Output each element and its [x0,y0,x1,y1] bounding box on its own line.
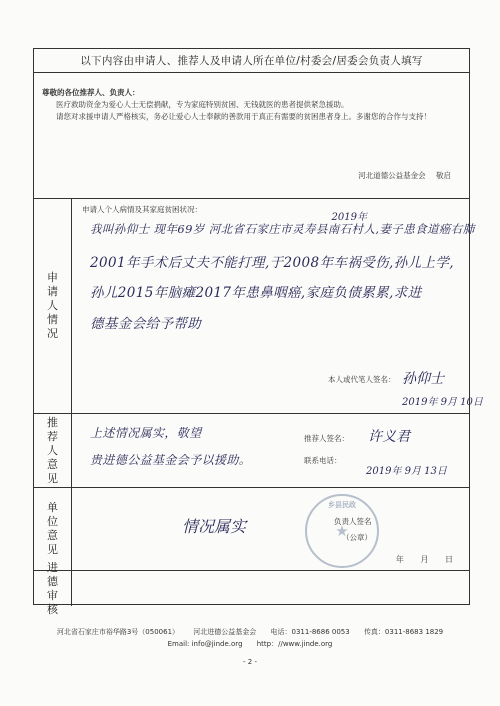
notice-greeting: 尊敬的各位推荐人、负责人： [42,88,140,97]
applicant-handwriting-line-2: 2001年手术后丈夫不能打理,于2008年车祸受伤,孙儿上学, [90,255,454,271]
seal-text: 乡县民政 [328,501,356,509]
notice-signature [350,170,451,181]
notice-sign-word: 敬启 [436,171,451,180]
unit-date-day: 日 [445,555,453,564]
page-number: - 2 - [243,658,257,666]
applicant-handwriting-year: 2019年 [331,212,367,223]
notice-line-2: 请您对求援申请人严格核实，务必让爱心人士奉献的善款用于真正有需要的贫困患者身上。多谢您的合作与支持！ [56,112,431,121]
applicant-signed-date: 2019年 9月 10日 [402,397,483,408]
recommender-handwriting-line-1: 上述情况属实，敬望 [90,426,202,440]
footer-line-1 [0,627,500,637]
footer-line-2 [0,639,500,649]
applicant-prompt: 申请人个人病情及其家庭贫困状况： [82,205,202,214]
recommender-content [80,414,463,487]
applicant-label: 申请人情况 [34,199,72,413]
recommender-handwriting-line-2: 贵进德公益基金会予以援助。 [90,453,252,467]
recommender-signer-label: 推荐人签名： [304,434,349,443]
applicant-content [80,199,483,413]
footer-fax: 传真：0311-8683 1829 [363,628,444,636]
review-content [80,571,463,606]
application-form [33,48,483,616]
unit-content [80,488,463,570]
form-header-row [34,49,469,73]
applicant-handwriting-line-4: 德基金会给予帮助 [90,316,202,332]
unit-seal-label: 负责人签名 [334,517,372,526]
notice-sign-org: 河北道德公益基金会 [358,171,426,180]
recommender-section [34,414,469,488]
unit-section [34,488,469,571]
seal-star-icon: ★ [335,522,349,540]
footer-phone: 电话：0311-8686 0053 [270,628,350,636]
recommender-label: 推荐人意见 [34,414,72,487]
official-seal [305,494,379,568]
applicant-section [34,199,483,414]
notice-text [42,87,461,123]
applicant-handwriting-line-1: 我叫孙仰士 现年69岁 河北省石家庄市灵寿县南石村人,妻子患食道癌右肺 [90,222,475,236]
notice-section [34,73,469,199]
recommender-signature: 许义君 [368,429,410,445]
recommender-phone-label: 联系电话： [304,456,342,465]
unit-label: 单位意见 [34,488,72,570]
unit-date-month: 月 [420,555,429,564]
unit-date-year: 年 [395,555,404,564]
notice-line-1: 医疗救助资金为爱心人士无偿捐献，专为家庭特别贫困、无钱就医的患者提供紧急援助。 [56,100,349,109]
footer-web[interactable]: http：//www.jinde.org [256,640,333,648]
applicant-signature: 孙仰士 [402,371,444,387]
footer-email[interactable]: Email: info@jinde.org [167,640,243,648]
recommender-signed-date: 2019年 9月 13日 [366,466,447,477]
unit-seal-suffix: （公章） [342,533,372,542]
form-header: 以下内容由申请人、推荐人及申请人所在单位/村委会/居委会负责人填写 [80,55,423,67]
footer-org: 河北进德公益基金会 [193,628,257,636]
unit-handwriting: 情况属实 [182,517,247,536]
footer-address: 河北省石家庄市裕华路3号（050061） [56,628,180,636]
review-section [34,560,469,616]
unit-date [382,554,453,565]
applicant-handwriting-line-3: 孙儿2015年脑瘫2017年患鼻咽癌,家庭负债累累,求进 [90,285,422,301]
review-label: 进德审核 [34,571,72,606]
applicant-signer-label: 本人或代笔人签名： [328,375,396,384]
